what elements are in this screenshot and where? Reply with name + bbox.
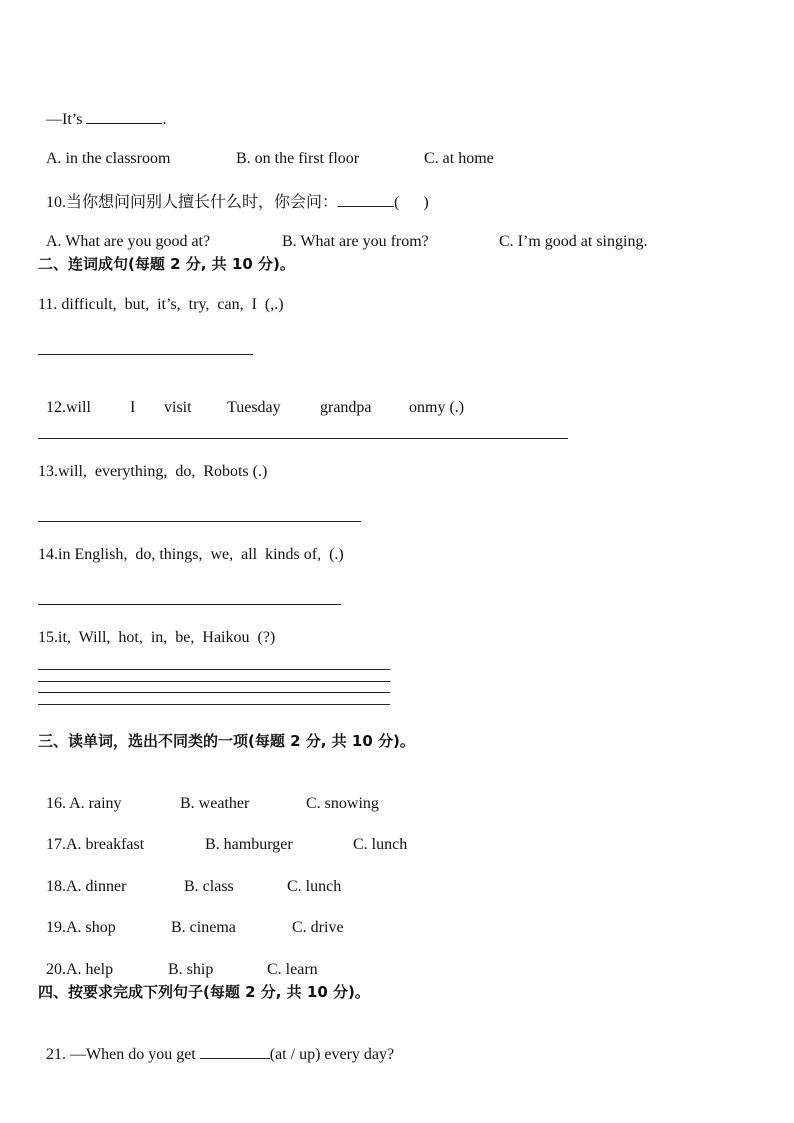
- q10-options: [38, 212, 647, 252]
- q12-word: 12.will: [46, 399, 91, 416]
- q15-question: 15.it, Will, hot, in, be, Haikou (?): [38, 629, 276, 646]
- q11-answer-line[interactable]: [38, 354, 253, 355]
- q10-paren: ( ): [394, 194, 429, 211]
- section4-title: 四、按要求完成下列句子(每题 2 分, 共 10 分)。: [38, 983, 370, 1001]
- q15-answer-line[interactable]: [38, 704, 390, 705]
- q9-options: [38, 129, 494, 169]
- q10-option-a[interactable]: A. What are you good at?: [46, 233, 211, 250]
- q9-answer-line: [38, 88, 166, 130]
- q10-stem: 10.当你想问问别人擅长什么时，你会问：: [46, 194, 339, 211]
- q17-option-c[interactable]: C. lunch: [353, 836, 408, 853]
- q12-word: visit: [164, 399, 192, 416]
- q16-row: [38, 774, 379, 814]
- q21-suffix: (at / up) every day?: [269, 1046, 395, 1063]
- q14-question: 14.in English, do, things, we, all kinds of, (.): [38, 546, 344, 563]
- q9-answer-blank[interactable]: [86, 108, 162, 124]
- q9-option-a[interactable]: A. in the classroom: [46, 150, 171, 167]
- q9-suffix: .: [162, 111, 167, 128]
- q15-answer-line[interactable]: [38, 669, 390, 670]
- q15-answer-line[interactable]: [38, 692, 390, 693]
- q19-row: [38, 898, 344, 938]
- q12-word: I: [130, 399, 136, 416]
- section2-title: 二、连词成句(每题 2 分, 共 10 分)。: [38, 255, 295, 273]
- q13-question: 13.will, everything, do, Robots (.): [38, 463, 268, 480]
- q10-answer-blank[interactable]: [338, 191, 394, 207]
- q12-word: grandpa: [320, 399, 372, 416]
- q17-row: [38, 815, 407, 855]
- q12-word: Tuesday: [227, 399, 281, 416]
- q16-option-c[interactable]: C. snowing: [306, 795, 379, 812]
- q19-option-c[interactable]: C. drive: [292, 919, 344, 936]
- q20-option-c[interactable]: C. learn: [267, 961, 318, 978]
- q18-option-c[interactable]: C. lunch: [287, 878, 342, 895]
- section3-title: 三、读单词，选出不同类的一项(每题 2 分, 共 10 分)。: [38, 732, 415, 750]
- q12-word: onmy (.): [409, 399, 465, 416]
- q18-option-a[interactable]: 18.A. dinner: [46, 878, 127, 895]
- q20-row: [38, 940, 318, 980]
- q13-answer-line[interactable]: [38, 521, 361, 522]
- q9-prefix: —It’s: [46, 111, 87, 128]
- q12-question: [38, 378, 464, 418]
- q12-answer-line[interactable]: [38, 438, 568, 439]
- q16-option-a[interactable]: 16. A. rainy: [46, 795, 122, 812]
- q19-option-a[interactable]: 19.A. shop: [46, 919, 116, 936]
- q21-question: [38, 1023, 394, 1065]
- q20-option-a[interactable]: 20.A. help: [46, 961, 114, 978]
- q10-question: [38, 171, 429, 213]
- q20-option-b[interactable]: B. ship: [168, 961, 214, 978]
- q10-option-c[interactable]: C. I’m good at singing.: [499, 233, 648, 250]
- q9-option-c[interactable]: C. at home: [424, 150, 494, 167]
- q17-option-b[interactable]: B. hamburger: [205, 836, 293, 853]
- q16-option-b[interactable]: B. weather: [180, 795, 250, 812]
- q21-answer-blank[interactable]: [200, 1043, 270, 1059]
- q9-option-b[interactable]: B. on the first floor: [236, 150, 360, 167]
- q19-option-b[interactable]: B. cinema: [171, 919, 236, 936]
- q18-option-b[interactable]: B. class: [184, 878, 234, 895]
- q18-row: [38, 857, 341, 897]
- q10-option-b[interactable]: B. What are you from?: [282, 233, 429, 250]
- q15-answer-line[interactable]: [38, 681, 390, 682]
- q21-prefix: 21. —When do you get: [46, 1046, 200, 1063]
- q17-option-a[interactable]: 17.A. breakfast: [46, 836, 145, 853]
- q11-question: 11. difficult, but, it’s, try, can, I (,.): [38, 296, 284, 313]
- q14-answer-line[interactable]: [38, 604, 341, 605]
